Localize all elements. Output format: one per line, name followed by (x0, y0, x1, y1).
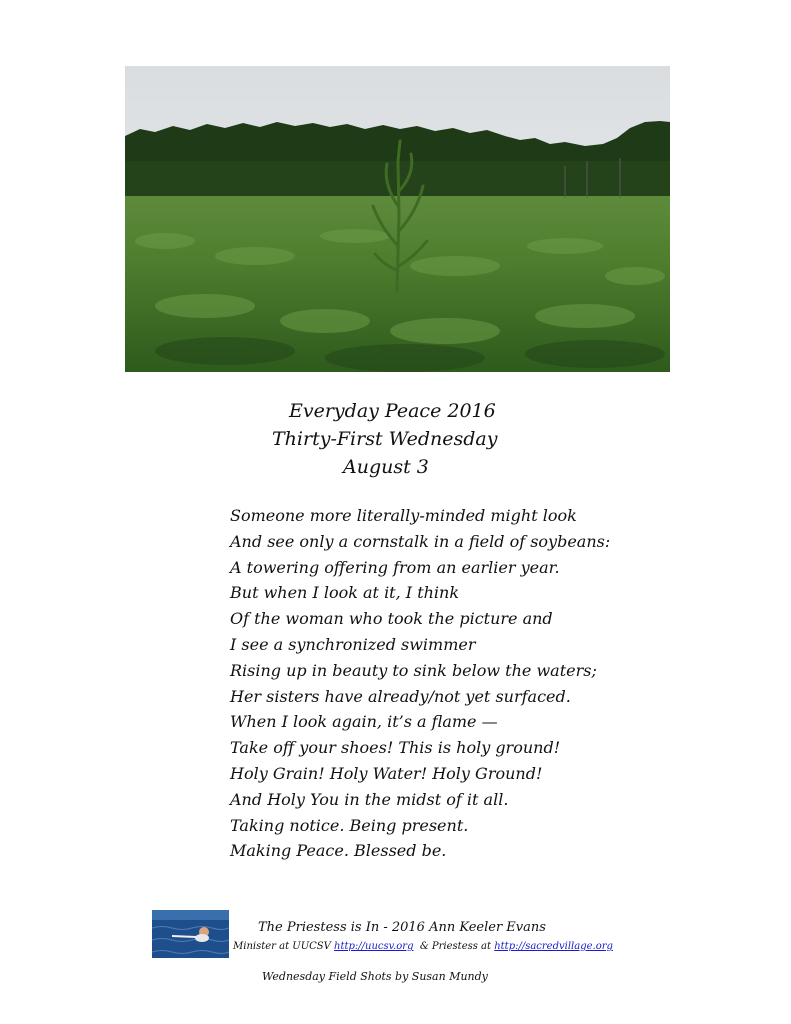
field-photo (125, 66, 670, 372)
uucsv-link[interactable]: http://uucsv.org (334, 941, 414, 952)
minister-label: Minister at UUCSV (233, 941, 335, 952)
swimmer-thumbnail (152, 910, 229, 958)
poem-line: And see only a cornstalk in a field of soybeans: (230, 531, 611, 551)
sacredvillage-link[interactable]: http://sacredvillage.org (494, 941, 613, 952)
footer-affiliations (233, 941, 613, 952)
swimmer-image (152, 910, 229, 958)
poem-line: Of the woman who took the picture and (230, 609, 553, 629)
footer-title: The Priestess is In - 2016 Ann Keeler Evans (258, 920, 546, 935)
cornstalk-field-image (125, 66, 670, 372)
poem-line: Rising up in beauty to sink below the waters; (230, 660, 597, 680)
poem-line: Someone more literally-minded might look (230, 506, 577, 525)
poem-line: And Holy You in the midst of it all. (230, 789, 509, 809)
poem-line: A towering offering from an earlier year. (230, 557, 560, 577)
poem (230, 503, 610, 864)
poem-line: Taking notice. Being present. (230, 815, 469, 835)
poem-line: Her sisters have already/not yet surfaced. (230, 686, 571, 706)
priestess-label: & Priestess at (413, 941, 495, 952)
poem-line: Holy Grain! Holy Water! Holy Ground! (230, 763, 543, 783)
title-series: Everyday Peace 2016 (289, 400, 496, 422)
poem-line: Making Peace. Blessed be. (230, 841, 447, 861)
photo-credit: Wednesday Field Shots by Susan Mundy (262, 970, 488, 983)
poem-line: But when I look at it, I think (230, 583, 460, 603)
poem-line: I see a synchronized swimmer (230, 634, 476, 654)
poem-line: Take off your shoes! This is holy ground! (230, 738, 561, 758)
title-date: August 3 (343, 456, 429, 478)
title-week: Thirty-First Wednesday (272, 428, 498, 450)
poem-line: When I look again, it’s a flame — (230, 712, 498, 732)
